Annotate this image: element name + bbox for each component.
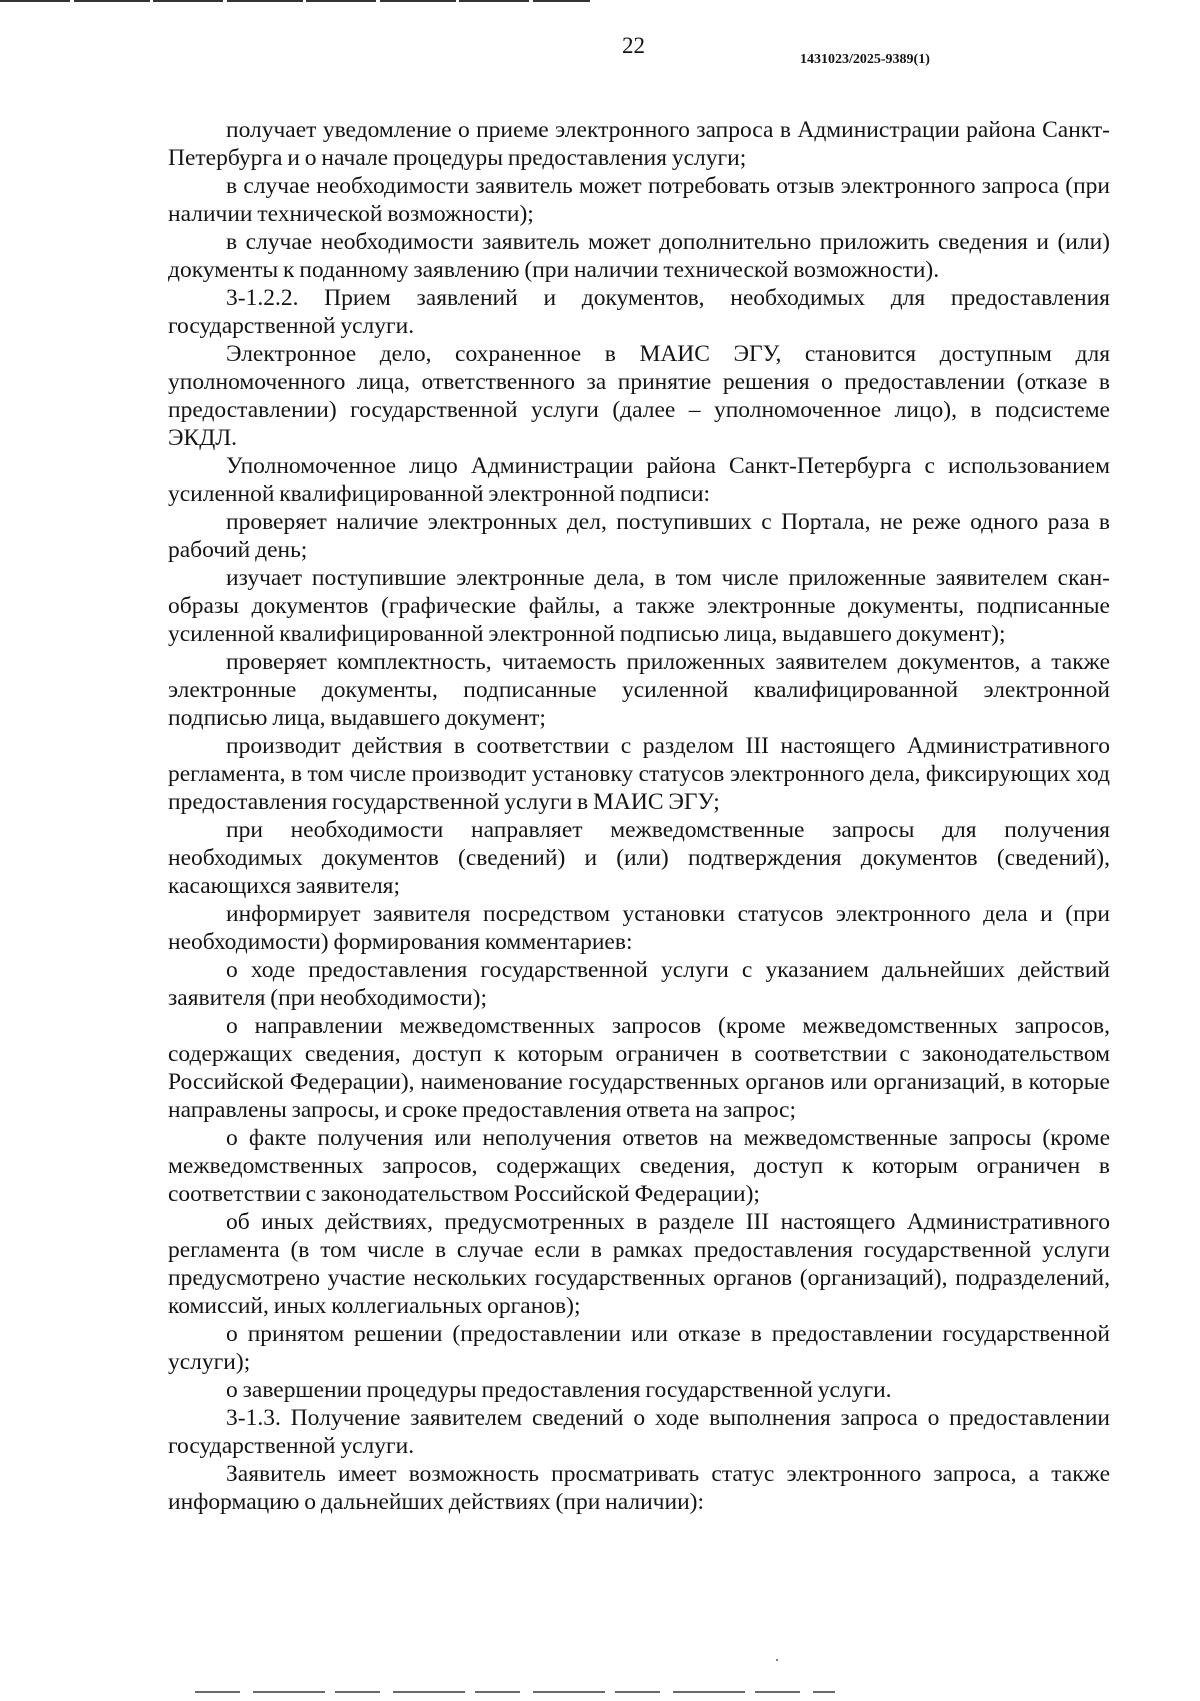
list-item: производит действия в соответствии с разделом III настоящего Административного регламента, в том числе производит установку статусов электронного дела, фиксирующих ход предоставления государственной услуги в МАИС ЭГУ; [168,733,1110,815]
list-item: проверяет наличие электронных дел, поступивших с Портала, не реже одного раза в рабочий день; [168,509,1110,563]
document-body [168,116,1110,1516]
paragraph: Уполномоченное лицо Администрации района Санкт-Петербурга с использованием усиленной квалифицированной электронной подписи: [168,453,1110,507]
list-item: о факте получения или неполучения ответов на межведомственные запросы (кроме межведомственных запросов, содержащих сведения, доступ к которым ограничен в соответствии с законодательством Российской Федерации); [168,1125,1110,1207]
list-item: о ходе предоставления государственной услуги с указанием дальнейших действий заявителя (при необходимости); [168,957,1110,1011]
paragraph: в случае необходимости заявитель может потребовать отзыв электронного запроса (при наличии технической возможности); [168,173,1110,227]
section-heading: 3-1.2.2. Прием заявлений и документов, необходимых для предоставления государственной услуги. [168,285,1110,339]
list-item: проверяет комплектность, читаемость приложенных заявителем документов, а также электронные документы, подписанные усиленной квалифицированной электронной подписью лица, выдавшего документ; [168,649,1110,731]
document-id: 1431023/2025-9389(1) [800,52,930,67]
scan-speck [776,1659,778,1661]
list-item: о завершении процедуры предоставления государственной услуги. [226,1377,892,1403]
list-item: о принятом решении (предоставлении или отказе в предоставлении государственной услуги); [168,1321,1110,1375]
paragraph: получает уведомление о приеме электронного запроса в Администрации района Санкт-Петербурга и о начале процедуры предоставления услуги; [168,117,1110,171]
list-item: о направлении межведомственных запросов (кроме межведомственных запросов, содержащих сведения, доступ к которым ограничен в соответствии с законодательством Российской Федерации), наименование государственных органов или организаций, в которые направлены запросы, и сроке предоставления ответа на запрос; [168,1013,1110,1123]
paragraph: Электронное дело, сохраненное в МАИС ЭГУ, становится доступным для уполномоченного лица, ответственного за принятие решения о предоставлении (отказе в предоставлении) государственной услуги (далее – уполномоченное лицо), в подсистеме ЭКДЛ. [168,341,1110,451]
paragraph: в случае необходимости заявитель может дополнительно приложить сведения и (или) документы к поданному заявлению (при наличии технической возможности). [168,229,1110,283]
list-item: при необходимости направляет межведомственные запросы для получения необходимых документов (сведений) и (или) подтверждения документов (сведений), касающихся заявителя; [168,817,1110,899]
list-item: информирует заявителя посредством установки статусов электронного дела и (при необходимости) формирования комментариев: [168,901,1110,955]
list-item: изучает поступившие электронные дела, в том числе приложенные заявителем скан-образы документов (графические файлы, а также электронные документы, подписанные усиленной квалифицированной электронной подписью лица, выдавшего документ); [168,565,1110,647]
paragraph: Заявитель имеет возможность просматривать статус электронного запроса, а также информацию о дальнейших действиях (при наличии): [168,1461,1110,1515]
page-number: 22 [622,33,645,58]
scan-edge-bottom [195,1691,835,1693]
list-item: об иных действиях, предусмотренных в разделе III настоящего Административного регламента (в том числе в случае если в рамках предоставления государственной услуги предусмотрено участие нескольких государственных органов (организаций), подразделений, комиссий, иных коллегиальных органов); [168,1209,1110,1319]
scan-edge-top [0,0,590,2]
section-heading: 3-1.3. Получение заявителем сведений о ходе выполнения запроса о предоставлении государственной услуги. [168,1405,1110,1459]
